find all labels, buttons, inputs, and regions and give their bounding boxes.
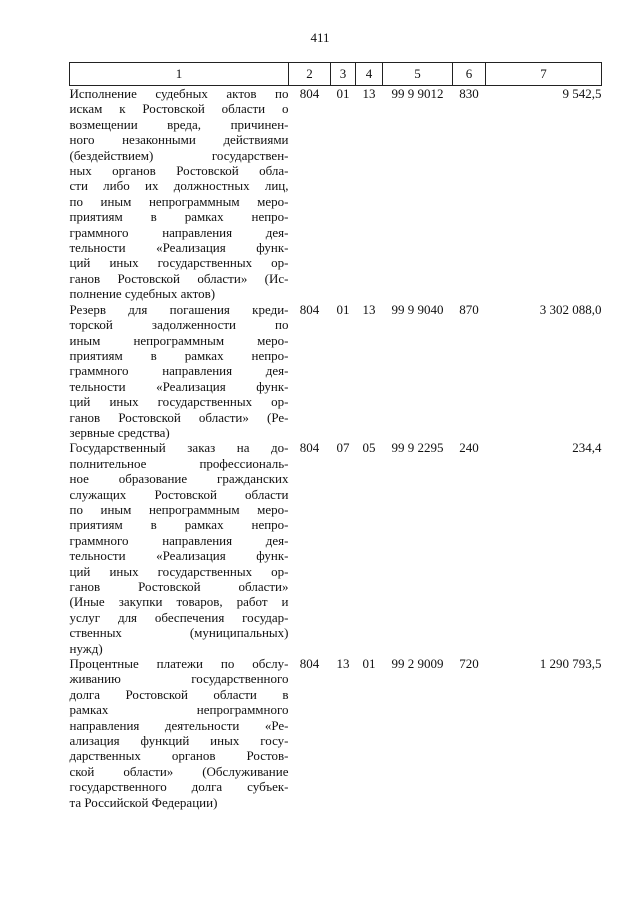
description-line: приятиям в рамках непро- <box>69 517 289 533</box>
row-col-6: 870 <box>459 301 479 317</box>
row-col-3: 01 <box>336 86 350 101</box>
row-col-7: 9 542,5 <box>562 86 602 101</box>
description-line: полнительное профессиональ- <box>69 455 289 471</box>
description-line: возмещении вреда, причинен- <box>69 116 289 132</box>
description-line: государственного долга субъек- <box>69 779 289 795</box>
description-line: рамках непрограммного <box>69 702 289 718</box>
description-line: граммного направления дея- <box>69 532 289 548</box>
description-line: ской области» (Обслуживание <box>69 763 289 779</box>
row-col-6: 240 <box>459 440 479 456</box>
header-col-5: 5 <box>383 63 453 86</box>
row-col-3: 07 <box>336 440 350 456</box>
header-col-1: 1 <box>70 63 289 86</box>
description-line: ственных (муниципальных) <box>69 625 289 641</box>
description-line: Процентные платежи по обслу- <box>69 656 289 672</box>
description-line: ганов Ростовской области» (Ис- <box>69 270 289 286</box>
description-line: Исполнение судебных актов по <box>69 86 289 101</box>
header-col-3: 3 <box>331 63 356 86</box>
row-description <box>70 656 289 810</box>
description-line: ное образование гражданских <box>69 471 289 487</box>
row-col-7: 234,4 <box>572 440 602 456</box>
description-line: иным непрограммным меро- <box>69 332 289 348</box>
description-line: ций иных государственных ор- <box>69 563 289 579</box>
row-description <box>70 440 289 656</box>
description-line: сти либо их должностных лиц, <box>69 178 289 194</box>
row-col-5: 99 9 9040 <box>391 301 444 317</box>
description-line: Резерв для погашения креди- <box>69 301 289 317</box>
description-line: торской задолженности по <box>69 317 289 333</box>
row-col-2: 804 <box>299 656 320 672</box>
description-line: приятиям в рамках непро- <box>69 209 289 225</box>
row-col-2: 804 <box>299 86 320 101</box>
description-line: (Иные закупки товаров, работ и <box>69 594 289 610</box>
row-description <box>70 86 289 302</box>
description-line: искам к Ростовской области о <box>69 101 289 117</box>
description-line: ализация функций иных госу- <box>69 733 289 749</box>
description-line: ций иных государственных ор- <box>69 394 289 410</box>
row-col-4: 05 <box>362 440 376 456</box>
description-line: живанию государственного <box>69 671 289 687</box>
description-line: (бездействием) государствен- <box>69 147 289 163</box>
header-col-4: 4 <box>356 63 383 86</box>
description-line: полнение судебных актов) <box>69 286 216 302</box>
description-line: тельности «Реализация функ- <box>69 240 289 256</box>
description-line: граммного направления дея- <box>69 224 289 240</box>
row-col-7: 1 290 793,5 <box>539 656 602 672</box>
row-col-5: 99 9 2295 <box>391 440 444 456</box>
description-line: зервные средства) <box>69 424 170 440</box>
row-col-3: 13 <box>336 656 350 672</box>
header-col-2: 2 <box>289 63 331 86</box>
description-line: граммного направления дея- <box>69 363 289 379</box>
description-line: ных органов Ростовской обла- <box>69 163 289 179</box>
page-number: 411 <box>310 30 330 45</box>
row-col-2: 804 <box>299 301 320 317</box>
row-col-3: 01 <box>336 301 350 317</box>
header-col-6: 6 <box>453 63 486 86</box>
description-line: ного незаконными действиями <box>69 132 289 148</box>
row-col-4: 13 <box>362 301 376 317</box>
row-col-4: 13 <box>362 86 376 101</box>
table-row <box>70 302 602 441</box>
description-line: направления деятельности «Ре- <box>69 717 289 733</box>
description-line: ций иных государственных ор- <box>69 255 289 271</box>
row-col-5: 99 9 9012 <box>391 86 444 101</box>
description-line: ганов Ростовской области» <box>69 579 289 594</box>
row-col-6: 830 <box>459 86 479 101</box>
description-line: дарственных органов Ростов- <box>69 748 289 764</box>
description-line: приятиям в рамках непро- <box>69 347 289 363</box>
description-line: служащих Ростовской области <box>69 486 289 502</box>
row-col-5: 99 2 9009 <box>391 656 444 672</box>
description-line: долга Ростовской области в <box>69 686 289 702</box>
table-row <box>70 656 602 810</box>
description-line: по иным непрограммным меро- <box>69 501 289 517</box>
description-line: по иным непрограммным меро- <box>69 193 289 209</box>
description-line: ганов Ростовской области» (Ре- <box>69 409 289 425</box>
budget-table <box>69 62 602 810</box>
table-row <box>70 86 602 302</box>
header-col-7: 7 <box>486 63 602 86</box>
row-col-2: 804 <box>299 440 320 456</box>
description-line: тельности «Реализация функ- <box>69 548 289 564</box>
row-description <box>70 302 289 441</box>
row-col-7: 3 302 088,0 <box>539 301 602 317</box>
description-line: тельности «Реализация функ- <box>69 378 289 394</box>
row-col-6: 720 <box>459 656 479 672</box>
description-line: нужд) <box>69 640 103 656</box>
header-row <box>70 63 602 86</box>
row-col-4: 01 <box>362 656 376 672</box>
description-line: услуг для обеспечения государ- <box>69 609 289 625</box>
description-line: та Российской Федерации) <box>69 794 218 810</box>
description-line: Государственный заказ на до- <box>69 440 289 456</box>
table-row <box>70 440 602 656</box>
